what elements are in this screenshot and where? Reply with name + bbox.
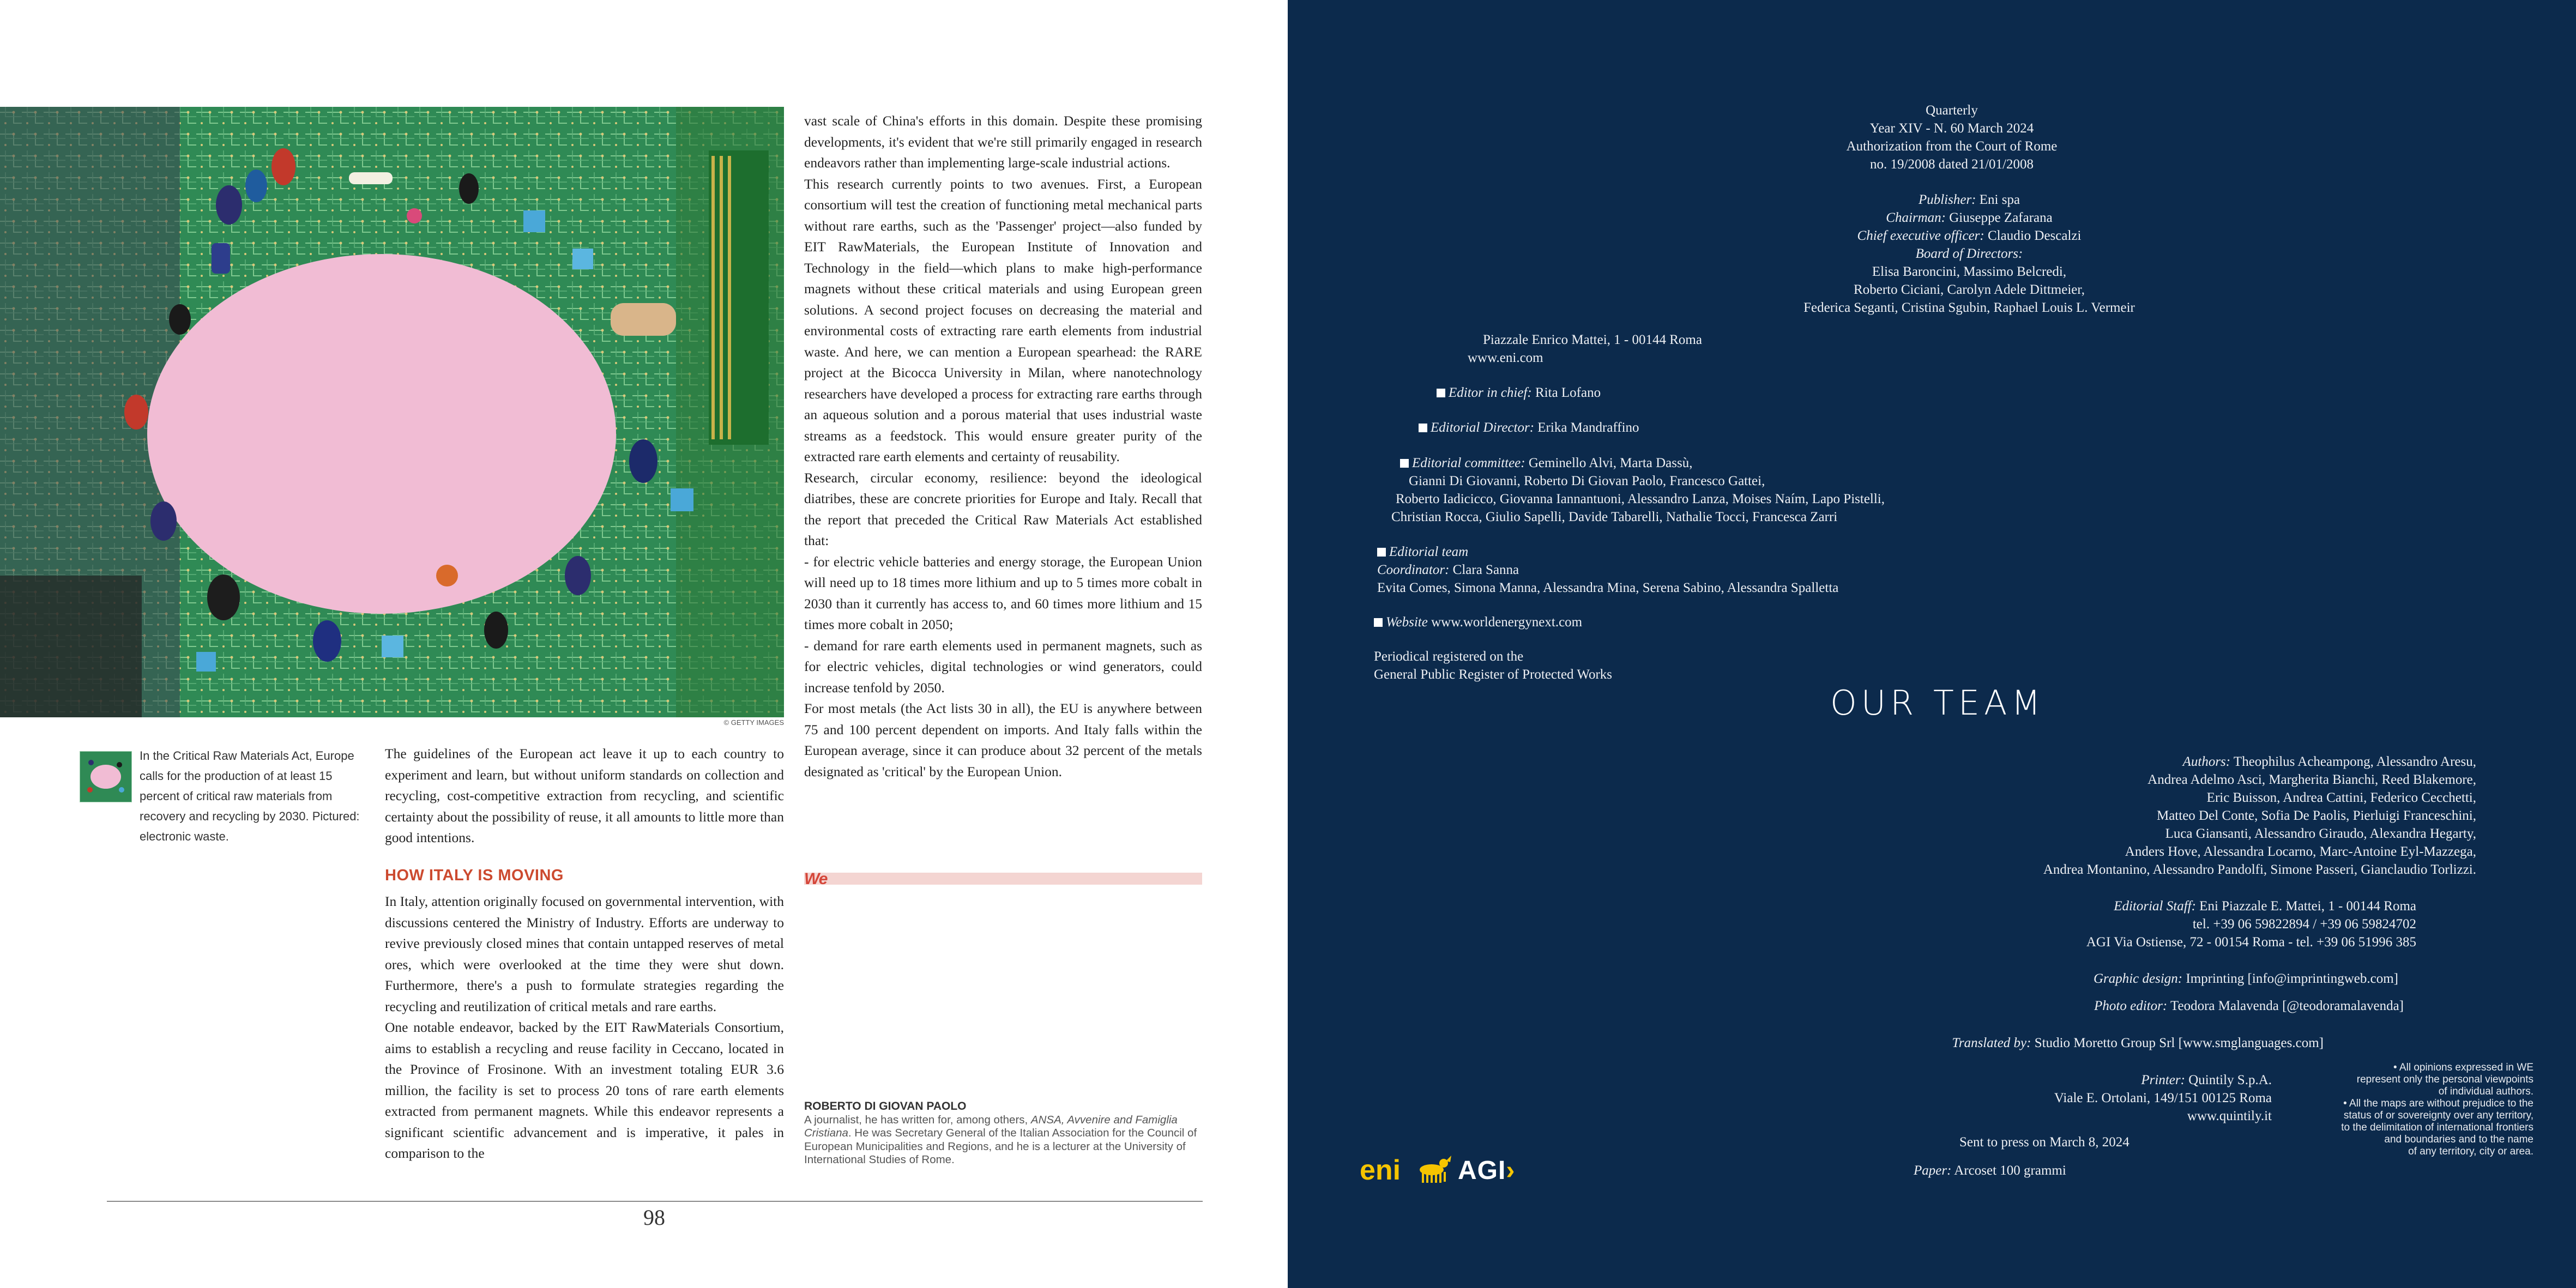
board-line: Federica Seganti, Cristina Sgubin, Raphael Louis L. Vermeir bbox=[1803, 300, 2135, 315]
editorial-committee: Editorial committee: Geminello Alvi, Marta Dassù, Gianni Di Giovanni, Roberto Di Giovan Paolo, Francesco Gattei, Roberto Iadicicco, Giovanna Iannantuoni, Alessandro Lanza, Moises Naím, Lapo Pistelli, Christian Rocca, Giulio Sapelli, Davide Tabarelli, Nathalie Tocci, Francesca Zarri bbox=[1391, 454, 1936, 526]
authors-line: Luca Giansanti, Alessandro Giraudo, Alexandra Hegarty, bbox=[2165, 826, 2476, 841]
paragraph: Research, circular economy, resilience: beyond the ideological diatribes, these are concrete priorities for Europe and Italy. Recall that the report that preceded the Critical Raw Materials Act established that: bbox=[804, 469, 1202, 548]
electronic-waste-photo bbox=[0, 107, 784, 717]
paragraph: For most metals (the Act lists 30 in all), the EU is anywhere between 75 and 100 percent dependent on imports. And Italy falls within the European average, since it can produce about 32 percent of the metals designated as 'critical' by the European Union. bbox=[804, 700, 1202, 779]
board-line: Elisa Baroncini, Massimo Belcredi, bbox=[1872, 264, 2067, 279]
editorial-staff: Editorial Staff: Eni Piazzale E. Mattei, 1 - 00144 Roma tel. +39 06 59822894 / +39 06 59824702 AGI Via Ostiense, 72 - 00154 Roma - tel. +39 06 51996 385 bbox=[2086, 899, 2416, 950]
editorial-director: Editorial Director: Erika Mandraffino bbox=[1419, 419, 1639, 437]
author-publications: ANSA, Avvenire and Famiglia Cristiana bbox=[804, 1113, 1178, 1139]
board-label: Board of Directors: bbox=[1915, 246, 2023, 261]
paragraph: The guidelines of the European act leave it up to each country to experiment and learn, but without uniform standards on collection and recycling, cost-competitive extraction from recycling, and scientific certainty about the possibility of reuse, it all amounts to little more than good intentions. bbox=[385, 746, 784, 845]
masthead-header bbox=[1625, 101, 2279, 173]
bullet-square-icon bbox=[1437, 389, 1445, 397]
disclaimer-notes: • All opinions expressed in WE represent only the personal viewpoints of individual authors. • All the maps are without prejudice to the status of or sovereignty over any territory, to the delimitation of international frontiers and boundaries and to the name of any territory, city or area. bbox=[2341, 1062, 2533, 1157]
article-column-1 bbox=[385, 743, 784, 1164]
eni-six-legged-dog-icon bbox=[1360, 1151, 1452, 1189]
committee-line: Gianni Di Giovanni, Roberto Di Giovan Paolo, Francesco Gattei, bbox=[1409, 474, 1765, 488]
translated-by: Translated by: Studio Moretto Group Srl [www.smglanguages.com] bbox=[1952, 1036, 2324, 1050]
masthead-line: no. 19/2008 dated 21/01/2008 bbox=[1870, 157, 2034, 172]
section-heading: HOW ITALY IS MOVING bbox=[385, 866, 564, 884]
paragraph: This research currently points to two avenues. First, a European consortium will test the creation of functioning metal mechanical parts without rare earths, such as the 'Passenger' project—also funded by EIT RawMaterials, the European Institute of Innovation and Technology in the field—which plans to make high-performance magnets without these critical materials and using European green solutions. A second project focuses on decreasing the material and environmental costs of extracting rare earth elements from industrial waste. And here, we can mention a European spearhead: the RARE project at the Bicocca University in Milan, where nanotechnology researchers have developed a process for extracting rare earths through an aqueous solution and a porous material that uses industrial waste streams as a feedstock. This would ensure greater purity of the extracted rare earth elements and certainty of reusability. bbox=[804, 176, 1202, 464]
team-members: Evita Comes, Simona Manna, Alessandra Mina, Serena Sabino, Alessandra Spalletta bbox=[1377, 580, 1839, 595]
paragraph: One notable endeavor, backed by the EIT RawMaterials Consortium, aims to establish a recycling and reuse facility in Ceccano, located in the Province of Frosinone. With an investment totaling EUR 3.6 million, the facility is set to process 20 tons of rare earth elements extracted from permanent magnets. While this endeavor represents a significant scientific advancement and is imperative, it pales in comparison to the bbox=[385, 1019, 784, 1161]
periodical-registration: Periodical registered on the General Public Register of Protected Works bbox=[1374, 649, 1612, 682]
paragraph: - demand for rare earth elements used in permanent magnets, such as for electric vehicles, digital technologies or wind generators, could increase tenfold by 2050. bbox=[804, 637, 1202, 696]
author-bio-text: A journalist, he has written for, among others, bbox=[804, 1113, 1031, 1126]
author-bio-text: . He was Secretary General of the Italian Association for the Council of European Municipalities and Regions, and he is a lecturer at the University of International Studies of Rome. bbox=[804, 1127, 1197, 1166]
bullet-square-icon bbox=[1400, 459, 1409, 468]
svg-text:eni: eni bbox=[1360, 1154, 1401, 1186]
publisher-block bbox=[1669, 191, 2269, 317]
address: Piazzale Enrico Mattei, 1 - 00144 Roma bbox=[1483, 332, 1702, 347]
thumbnail-image bbox=[80, 752, 131, 802]
paragraph: In Italy, attention originally focused on governmental intervention, with discussions centered the Ministry of Industry. Efforts are underway to revive previously closed mines that contain untapped reserves of metal ores, which were overlooked at the time they were shut down. Furthermore, there's a push to formulate strategies regarding the recycling and reutilization of critical metals and rare earths. bbox=[385, 893, 784, 1014]
author-name: ROBERTO DI GIOVAN PAOLO bbox=[804, 1100, 967, 1112]
sent-to-press: Sent to press on March 8, 2024 bbox=[1959, 1135, 2129, 1150]
authors-line: Anders Hove, Alessandra Locarno, Marc-Antoine Eyl-Mazzega, bbox=[2125, 844, 2476, 859]
eni-logo bbox=[1360, 1151, 1452, 1189]
publisher-line: Publisher: Eni spa bbox=[1918, 192, 2020, 207]
photo-caption: In the Critical Raw Materials Act, Europe calls for the production of at least 15 percent of critical raw materials from recovery and recycling by 2030. Pictured: electronic waste. bbox=[140, 749, 360, 843]
photo-editor: Photo editor: Teodora Malavenda [@teodoramalavenda] bbox=[2094, 999, 2404, 1013]
committee-line: Christian Rocca, Giulio Sapelli, Davide Tabarelli, Nathalie Tocci, Francesca Zarri bbox=[1391, 510, 1838, 524]
bullet-square-icon bbox=[1419, 424, 1427, 432]
masthead-line: Quarterly bbox=[1926, 103, 1978, 118]
printer-block: Printer: Quintily S.p.A. Viale E. Ortolani, 149/151 00125 Roma www.quintily.it bbox=[2054, 1073, 2272, 1123]
authors-line: Andrea Montanino, Alessandro Pandolfi, Simone Passeri, Gianclaudio Torlizzi. bbox=[2043, 862, 2476, 877]
caption-thumbnail bbox=[80, 751, 132, 802]
article-column-2 bbox=[804, 111, 1202, 782]
agi-chevron-icon: › bbox=[1506, 1156, 1516, 1185]
graphic-design: Graphic design: Imprinting [info@imprintingweb.com] bbox=[2093, 971, 2398, 986]
page-number: 98 bbox=[643, 1205, 665, 1230]
editor-in-chief: Editor in chief: Rita Lofano bbox=[1437, 384, 1601, 402]
authors-line: Matteo Del Conte, Sofia De Paolis, Pierluigi Franceschini, bbox=[2156, 808, 2476, 823]
editorial-team: Editorial team Coordinator: Clara Sanna Evita Comes, Simona Manna, Alessandra Mina, Serena Sabino, Alessandra Spalletta bbox=[1377, 543, 1838, 597]
masthead-line: Authorization from the Court of Rome bbox=[1846, 139, 2058, 154]
footer-divider bbox=[107, 1201, 1203, 1202]
our-team-title: OUR TEAM bbox=[1830, 683, 2045, 723]
photo-credit: © GETTY IMAGES bbox=[723, 718, 784, 727]
website-line: Website www.worldenergynext.com bbox=[1374, 613, 1582, 631]
circuit-board-illustration bbox=[0, 107, 784, 717]
authors-block: Authors: Theophilus Acheampong, Alessandro Aresu, Andrea Adelmo Asci, Margherita Bianchi, Reed Blakemore, Eric Buisson, Andrea Cattini, Federico Cecchetti, Matteo Del Conte, Sofia De Paolis, Pierluigi Franceschini, Luca Giansanti, Alessandro Giraudo, Alexandra Hegarty, Anders Hove, Alessandra Locarno, Marc-Antoine Eyl-Mazzega, Andrea Montanino, Alessandro Pandolfi, Simone Passeri, Gianclaudio Torlizzi. bbox=[1713, 753, 2476, 879]
paper-line: Paper: Arcoset 100 grammi bbox=[1914, 1163, 2066, 1178]
bullet-square-icon bbox=[1377, 548, 1386, 557]
paragraph: - for electric vehicle batteries and energy storage, the European Union will need up to 18 times more lithium and up to 5 times more cobalt in 2030 than it currently has access to, and 60 times more lithium and 15 times more cobalt in 2050; bbox=[804, 553, 1202, 632]
we-end-mark: We bbox=[804, 870, 828, 888]
author-bio bbox=[804, 1100, 1202, 1167]
authors-line: Eric Buisson, Andrea Cattini, Federico Cecchetti, bbox=[2206, 790, 2476, 805]
agi-logo-text: AGI bbox=[1458, 1156, 1506, 1185]
right-page-masthead bbox=[1288, 0, 2576, 1288]
paragraph: vast scale of China's efforts in this domain. Despite these promising developments, it's evident that we're still primarily engaged in research endeavors rather than implementing large-scale industrial actions. bbox=[804, 113, 1202, 171]
masthead-line: Year XIV - N. 60 March 2024 bbox=[1869, 121, 2034, 136]
committee-line: Roberto Iadicicco, Giovanna Iannantuoni, Alessandro Lanza, Moises Naím, Lapo Pistelli, bbox=[1396, 492, 1885, 506]
eni-website: www.eni.com bbox=[1468, 350, 1543, 365]
end-of-article-bar bbox=[804, 873, 1202, 885]
authors-line: Andrea Adelmo Asci, Margherita Bianchi, Reed Blakemore, bbox=[2147, 772, 2476, 787]
ceo-line: Chief executive officer: Claudio Descalzi bbox=[1857, 228, 2082, 243]
agi-logo bbox=[1458, 1156, 1515, 1186]
chairman-line: Chairman: Giuseppe Zafarana bbox=[1886, 210, 2053, 225]
bullet-square-icon bbox=[1374, 618, 1383, 627]
board-line: Roberto Ciciani, Carolyn Adele Dittmeier, bbox=[1854, 282, 2085, 297]
address-block bbox=[1468, 331, 1702, 367]
